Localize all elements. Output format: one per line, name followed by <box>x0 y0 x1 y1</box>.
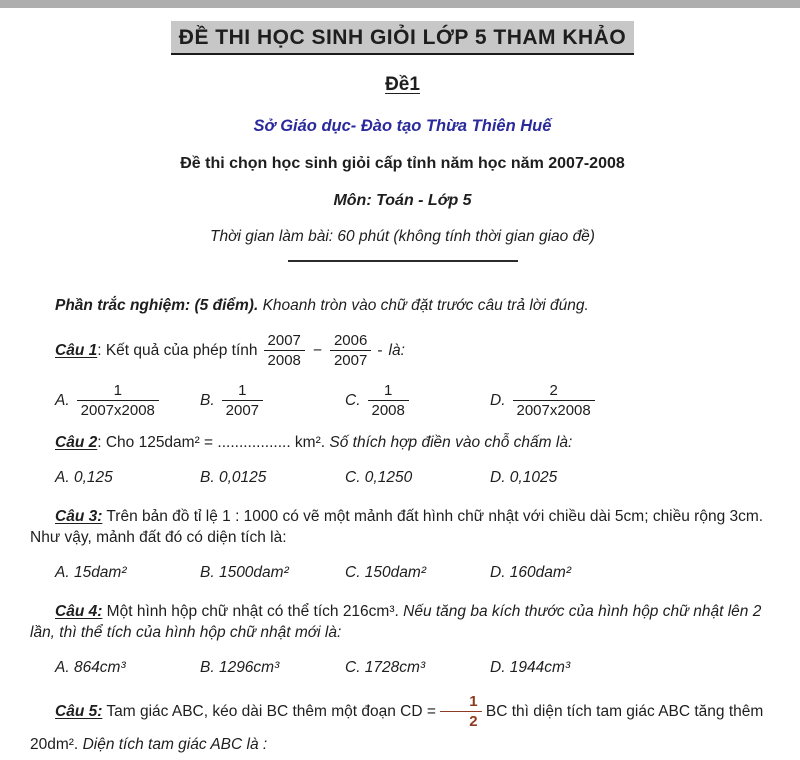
q1-answer-b-fraction <box>222 382 263 420</box>
question-2-label: Câu 2 <box>55 434 98 452</box>
q1-minus-operator: − <box>312 342 322 360</box>
q1-answer-b-numerator: 1 <box>222 382 263 401</box>
question-2-plain: : Cho 125dam² = ................. km². <box>97 434 330 452</box>
title-row <box>30 21 775 55</box>
q1-answer-b-denominator: 2007 <box>225 401 260 419</box>
q1-frac2-numerator: 2006 <box>330 332 371 351</box>
q1-answer-a <box>55 382 200 420</box>
exam-number: Đề1 <box>385 74 420 96</box>
q1-answer-a-fraction <box>77 382 159 420</box>
q4-answer-b: B. 1296cm³ <box>200 659 280 677</box>
question-3 <box>30 506 775 549</box>
q2-answer-c: C. 0,1250 <box>345 468 413 486</box>
q1-answer-c-denominator: 2008 <box>371 401 405 419</box>
q1-answer-a-letter: A. <box>55 391 70 409</box>
question-3-plain: Trên bản đồ tỉ lệ 1 : 1000 có vẽ một mảnh đất hình chữ nhật với chiều dài 5cm; chiều rộng 3cm. Như vậy, mảnh đất đó có diện tích là: <box>30 507 764 547</box>
q5-fraction <box>440 693 481 731</box>
q1-answer-a-denominator: 2007x2008 <box>80 401 155 419</box>
exam-title-line: Đề thi chọn học sinh giỏi cấp tỉnh năm học năm 2007-2008 <box>180 155 625 173</box>
exam-document <box>0 21 800 760</box>
question-1-intro: : Kết quả của phép tính <box>97 342 258 360</box>
divider-line <box>288 260 518 262</box>
q3-answer-c: C. 150dam² <box>345 563 426 581</box>
q4-answer-row <box>55 657 775 679</box>
q1-answer-c-numerator: 1 <box>368 382 409 401</box>
q2-answer-a: A. 0,125 <box>55 468 113 486</box>
q1-answer-c-letter: C. <box>345 391 361 409</box>
q1-answer-d-denominator: 2007x2008 <box>516 401 591 419</box>
section-heading <box>55 295 775 317</box>
q1-fraction-1 <box>264 332 305 370</box>
subject-line: Môn: Toán - Lớp 5 <box>333 192 472 210</box>
question-4-plain: Một hình hộp chữ nhật có thể tích 216cm³. <box>102 602 404 620</box>
q1-trailing-dash: - <box>377 342 383 360</box>
q1-answer-d-numerator: 2 <box>513 382 595 401</box>
question-4 <box>30 601 775 644</box>
question-5-italic: Diện tích tam giác ABC là : <box>82 736 268 754</box>
section-heading-bold: Phần trắc nghiệm: (5 điểm). <box>55 296 259 314</box>
q5-fraction-denominator: 2 <box>469 712 478 730</box>
question-5-label: Câu 5: <box>55 702 103 720</box>
q1-answer-d <box>490 382 775 420</box>
question-4-label: Câu 4: <box>55 602 103 620</box>
section-heading-italic: Khoanh tròn vào chữ đặt trước câu trả lời đúng. <box>258 296 589 314</box>
q4-answer-a: A. 864cm³ <box>55 659 126 677</box>
question-2 <box>55 432 775 454</box>
question-2-italic: Số thích hợp điền vào chỗ chấm là: <box>329 434 573 452</box>
q1-tail: là: <box>388 342 405 360</box>
q1-answer-b-letter: B. <box>200 391 215 409</box>
q4-answer-c: C. 1728cm³ <box>345 659 426 677</box>
page-top-strip <box>0 0 800 8</box>
q2-answer-b: B. 0,0125 <box>200 468 267 486</box>
q1-answer-d-fraction <box>513 382 595 420</box>
q1-frac2-denominator: 2007 <box>333 352 368 370</box>
q1-frac1-numerator: 2007 <box>264 332 305 351</box>
q3-answer-a: A. 15dam² <box>55 563 127 581</box>
department-line: Sở Giáo dục- Đào tạo Thừa Thiên Huế <box>253 116 552 135</box>
exam-number-row <box>30 72 775 99</box>
q3-answer-row <box>55 562 775 584</box>
q1-frac1-denominator: 2008 <box>267 352 301 370</box>
question-1 <box>55 332 775 370</box>
q1-answer-b <box>200 382 345 420</box>
page-title: ĐỀ THI HỌC SINH GIỎI LỚP 5 THAM KHẢO <box>171 21 634 55</box>
q1-answer-row <box>55 382 775 420</box>
q4-answer-d: D. 1944cm³ <box>490 659 571 677</box>
q1-fraction-2 <box>330 332 371 370</box>
duration-line: Thời gian làm bài: 60 phút (không tính thời gian giao đề) <box>210 227 595 245</box>
q2-answer-row <box>55 467 775 489</box>
q2-answer-d: D. 0,1025 <box>490 468 558 486</box>
q3-answer-d: D. 160dam² <box>490 563 571 581</box>
q1-answer-a-numerator: 1 <box>77 382 159 401</box>
question-5 <box>30 693 775 760</box>
question-1-label: Câu 1 <box>55 342 98 360</box>
q1-answer-c <box>345 382 490 420</box>
question-5-post: BC thì diện tích tam giác ABC tăng thêm 20dm². <box>30 702 764 754</box>
q1-answer-d-letter: D. <box>490 391 506 409</box>
question-4-italic: Nếu tăng ba kích thước của hình hộp chữ nhật lên 2 lần, thì thể tích của hình hộp chữ nhật mới là: <box>30 602 762 642</box>
question-3-label: Câu 3: <box>55 507 103 525</box>
q5-fraction-numerator: 1 <box>440 693 481 712</box>
q1-answer-c-fraction <box>368 382 409 420</box>
question-1-text <box>55 340 258 362</box>
q3-answer-b: B. 1500dam² <box>200 563 289 581</box>
question-5-pre: Tam giác ABC, kéo dài BC thêm một đoạn CD = <box>102 702 441 720</box>
